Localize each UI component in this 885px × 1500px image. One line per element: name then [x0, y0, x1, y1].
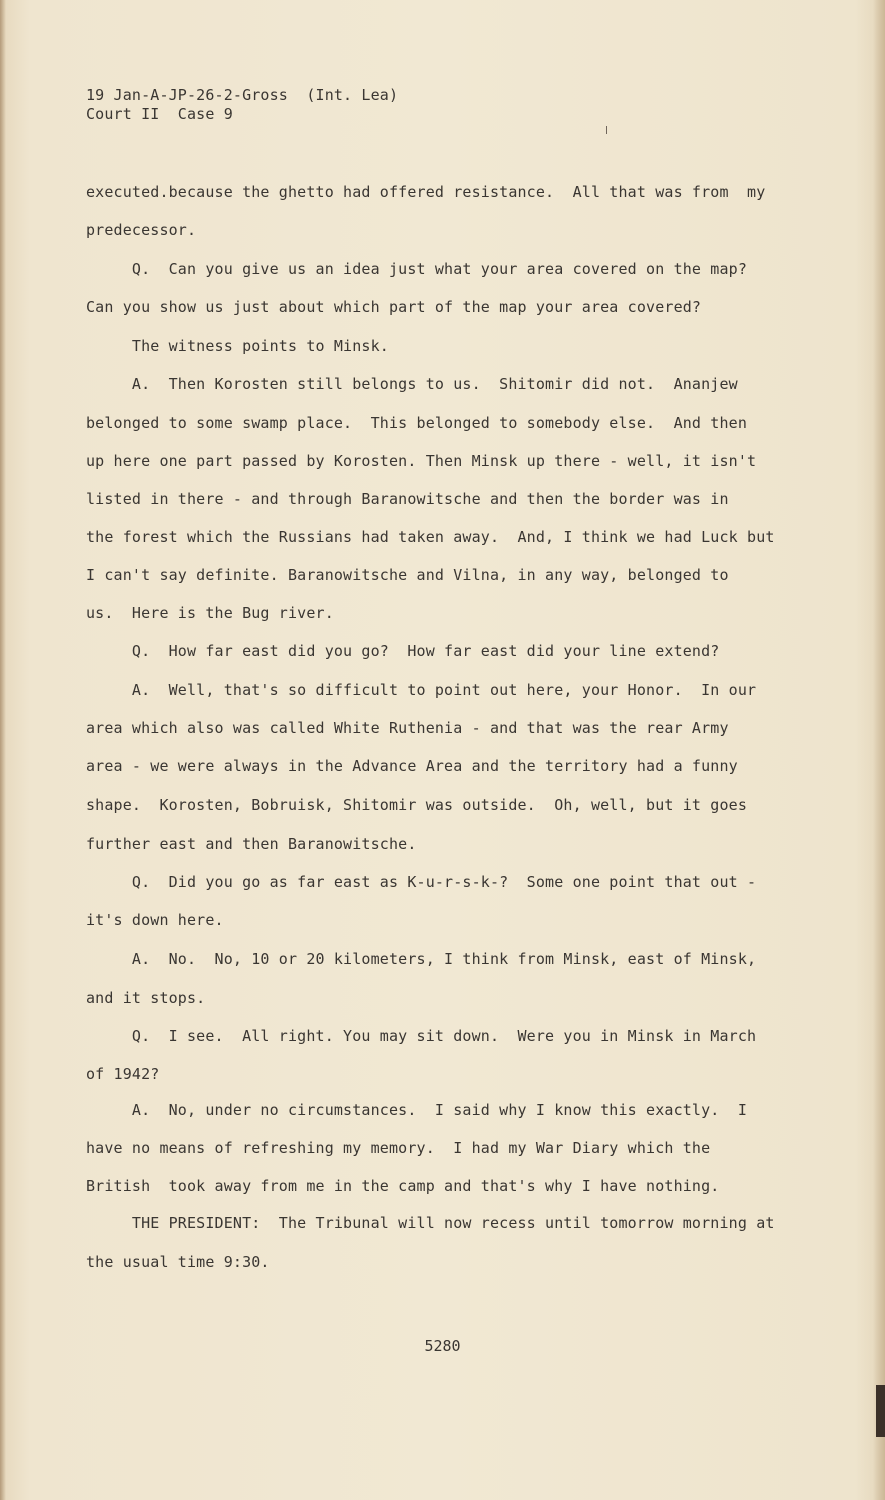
transcript-line: belonged to some swamp place. This belonged to somebody else. And then [86, 414, 748, 432]
transcript-line: Can you show us just about which part of the map your area covered? [86, 298, 702, 316]
transcript-line: The witness points to Minsk. [86, 337, 389, 355]
transcript-line: it's down here. [86, 911, 224, 929]
transcript-line: have no means of refreshing my memory. I had my War Diary which the [86, 1139, 711, 1157]
transcript-line: us. Here is the Bug river. [86, 604, 334, 622]
transcript-line: listed in there - and through Baranowitsche and then the border was in [86, 490, 729, 508]
transcript-line: area - we were always in the Advance Area and the territory had a funny [86, 757, 738, 775]
header-court-case-line: Court II Case 9 [86, 105, 233, 123]
transcript-line: executed.because the ghetto had offered resistance. All that was from my [86, 183, 766, 201]
transcript-line: shape. Korosten, Bobruisk, Shitomir was outside. Oh, well, but it goes [86, 796, 748, 814]
transcript-line: the forest which the Russians had taken away. And, I think we had Luck but [86, 528, 775, 546]
transcript-line: further east and then Baranowitsche. [86, 835, 417, 853]
transcript-line: British took away from me in the camp and that's why I have nothing. [86, 1177, 720, 1195]
stray-pen-mark [606, 126, 607, 134]
transcript-line: Q. I see. All right. You may sit down. Were you in Minsk in March [86, 1027, 757, 1045]
transcript-line: I can't say definite. Baranowitsche and Vilna, in any way, belonged to [86, 566, 729, 584]
transcript-line: A. No. No, 10 or 20 kilometers, I think from Minsk, east of Minsk, [86, 950, 757, 968]
transcript-line: area which also was called White Ruthenia - and that was the rear Army [86, 719, 729, 737]
transcript-line: and it stops. [86, 989, 206, 1007]
binding-tab-mark [876, 1385, 885, 1437]
page-number: 5280 [424, 1337, 461, 1355]
page-edge-shadow-left [0, 0, 6, 1500]
page-edge-shadow-right [873, 0, 885, 1500]
transcript-line: predecessor. [86, 221, 197, 239]
transcript-line: THE PRESIDENT: The Tribunal will now recess until tomorrow morning at [86, 1214, 775, 1232]
transcript-line: A. Well, that's so difficult to point out here, your Honor. In our [86, 681, 757, 699]
transcript-line: Q. How far east did you go? How far east did your line extend? [86, 642, 720, 660]
transcript-line: A. No, under no circumstances. I said why I know this exactly. I [86, 1101, 748, 1119]
transcript-line: Q. Did you go as far east as K-u-r-s-k-? Some one point that out - [86, 873, 757, 891]
header-docket-line: 19 Jan-A-JP-26-2-Gross (Int. Lea) [86, 86, 399, 104]
transcript-line: Q. Can you give us an idea just what your area covered on the map? [86, 260, 748, 278]
transcript-line: up here one part passed by Korosten. Then Minsk up there - well, it isn't [86, 452, 757, 470]
transcript-line: A. Then Korosten still belongs to us. Shitomir did not. Ananjew [86, 375, 738, 393]
transcript-line: the usual time 9:30. [86, 1253, 270, 1271]
transcript-line: of 1942? [86, 1065, 160, 1083]
